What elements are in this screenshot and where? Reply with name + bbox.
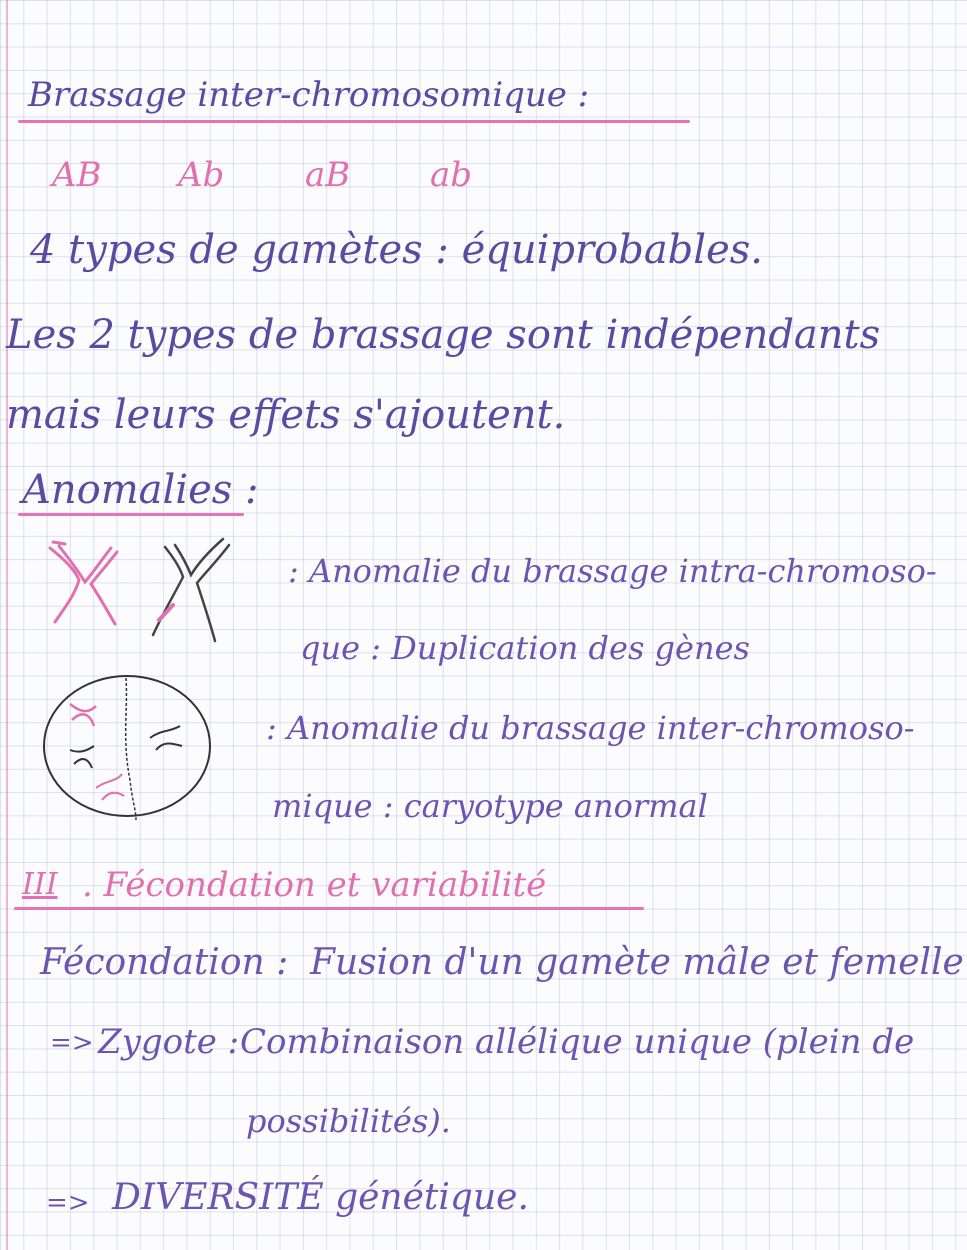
fecondation-label: Fécondation : xyxy=(40,942,289,983)
heading-brassage-inter: Brassage inter-chromosomique : xyxy=(28,75,590,115)
text-line: 4 types de gamètes : équiprobables. xyxy=(30,227,763,273)
zygote-label: Zygote : xyxy=(98,1022,240,1062)
chromosome-x-pink-icon xyxy=(45,540,125,630)
anomaly-1-line-a: : Anomalie du brassage intra-chromoso- xyxy=(288,552,937,590)
gamete-ab: ab xyxy=(430,155,473,195)
heading-anomalies: Anomalies : xyxy=(22,467,259,513)
anomaly-2-line-a: : Anomalie du brassage inter-chromoso- xyxy=(266,709,915,747)
arrow-symbol: => xyxy=(46,1188,90,1218)
text-line: Les 2 types de brassage sont indépendants xyxy=(6,312,881,358)
fecondation-definition: Fusion d'un gamète mâle et femelle xyxy=(310,942,964,983)
gamete-aB: aB xyxy=(305,155,351,195)
chromosome-x-duplicated-icon xyxy=(135,535,235,650)
gamete-AB: AB xyxy=(52,155,102,195)
gamete-Ab: Ab xyxy=(178,155,225,195)
margin-line xyxy=(6,0,8,1250)
heading-underline xyxy=(18,513,244,516)
conclusion-text: DIVERSITÉ génétique. xyxy=(112,1177,529,1218)
anomaly-1-line-b: que : Duplication des gènes xyxy=(300,629,750,667)
cell-division-icon xyxy=(40,670,220,830)
zygote-text-continued: possibilités). xyxy=(246,1102,451,1140)
section-number: III xyxy=(22,867,58,902)
section-title: . Fécondation et variabilité xyxy=(82,865,547,905)
text-line: mais leurs effets s'ajoutent. xyxy=(6,392,566,438)
heading-underline xyxy=(18,120,690,123)
anomaly-2-line-b: mique : caryotype anormal xyxy=(272,787,708,825)
section-underline xyxy=(14,907,644,910)
arrow-symbol: => xyxy=(50,1028,94,1058)
zygote-text: Combinaison allélique unique (plein de xyxy=(240,1022,915,1062)
